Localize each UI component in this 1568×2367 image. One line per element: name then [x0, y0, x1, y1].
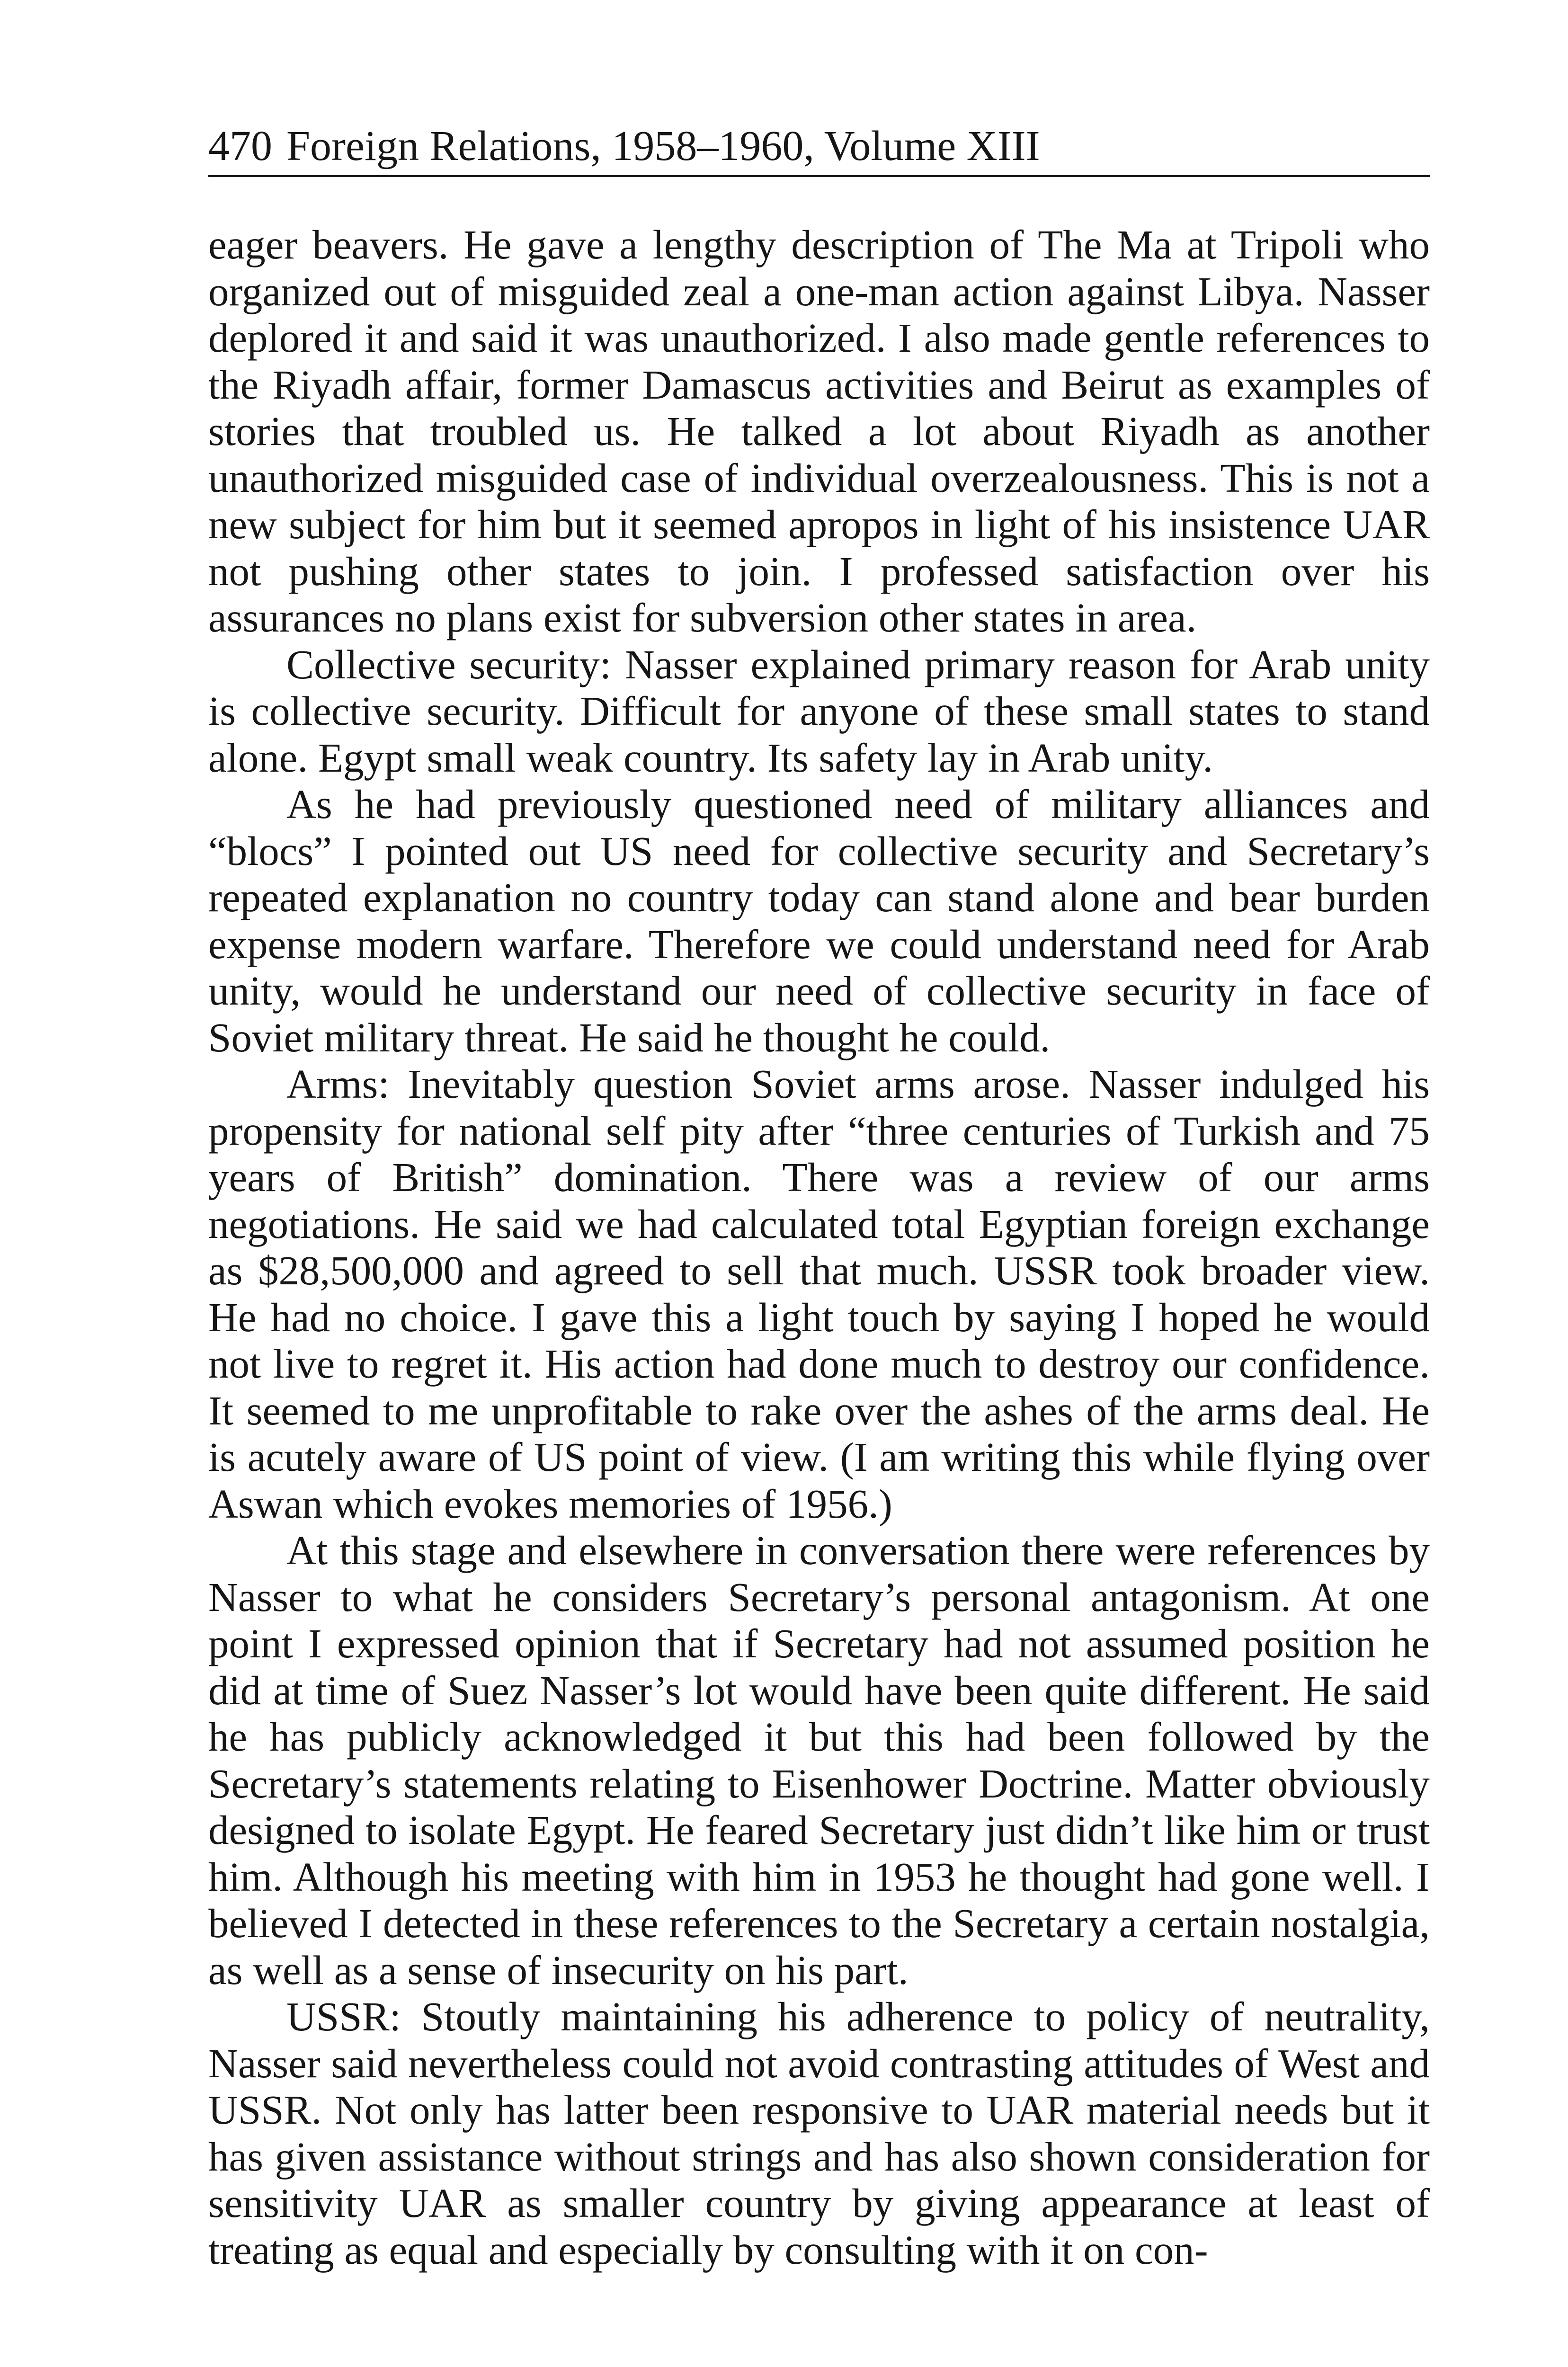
running-title: Foreign Relations, 1958–1960, Volume XIII — [286, 123, 1040, 169]
paragraph-collective-security: Collective security: Nasser explained primary reason for Arab unity is collective security. Difficult for anyone of these small states to stand alone. Egypt small weak country. Its safety lay in Arab unity. — [208, 641, 1430, 781]
paragraph-ussr: USSR: Stoutly maintaining his adherence to policy of neutrality, Nasser said nevertheless could not avoid contrasting attitudes of West and USSR. Not only has latter been responsive to UAR material needs but it has given assistance without strings and has also shown consideration for sensitivity UAR as smaller country by giving appearance at least of treating as equal and especially by consulting with it on con- — [208, 1993, 1430, 2273]
page-number: 470 — [208, 123, 272, 169]
body-text — [208, 222, 1430, 2273]
paragraph-arms: Arms: Inevitably question Soviet arms arose. Nasser indulged his propensity for national self pity after “three centuries of Turkish and 75 years of British” domination. There was a review of our arms negotiations. He said we had calculated total Egyptian foreign exchange as $28,500,000 and agreed to sell that much. USSR took broader view. He had no choice. I gave this a light touch by saying I hoped he would not live to regret it. His action had done much to destroy our confidence. It seemed to me unprofitable to rake over the ashes of the arms deal. He is acutely aware of US point of view. (I am writing this while flying over Aswan which evokes memories of 1956.) — [208, 1061, 1430, 1527]
paragraph-secretary-antagonism: At this stage and elsewhere in conversation there were references by Nasser to what he considers Secretary’s personal antagonism. At one point I expressed opinion that if Secretary had not assumed position he did at time of Suez Nasser’s lot would have been quite different. He said he has publicly acknowledged it but this had been followed by the Secretary’s statements relating to Eisenhower Doctrine. Matter obviously designed to isolate Egypt. He feared Secretary just didn’t like him or trust him. Although his meeting with him in 1953 he thought had gone well. I believed I detected in these references to the Secretary a certain nostalgia, as well as a sense of insecurity on his part. — [208, 1527, 1430, 1993]
paragraph-continuation: eager beavers. He gave a lengthy description of The Ma at Tripoli who organized out of misguided zeal a one-man action against Libya. Nasser deplored it and said it was unauthorized. I also made gentle references to the Riyadh affair, former Damascus activities and Beirut as examples of stories that troubled us. He talked a lot about Riyadh as another unauthorized misguided case of individual overzealousness. This is not a new subject for him but it seemed apropos in light of his insistence UAR not pushing other states to join. I professed satisfaction over his assurances no plans exist for subversion other states in area. — [208, 222, 1430, 641]
paragraph-military-alliances: As he had previously questioned need of military alliances and “blocs” I pointed out US need for collective security and Secretary’s repeated explanation no country today can stand alone and bear burden expense modern warfare. Therefore we could understand need for Arab unity, would he understand our need of collective security in face of Soviet military threat. He said he thought he could. — [208, 781, 1430, 1060]
running-head — [208, 120, 1430, 177]
